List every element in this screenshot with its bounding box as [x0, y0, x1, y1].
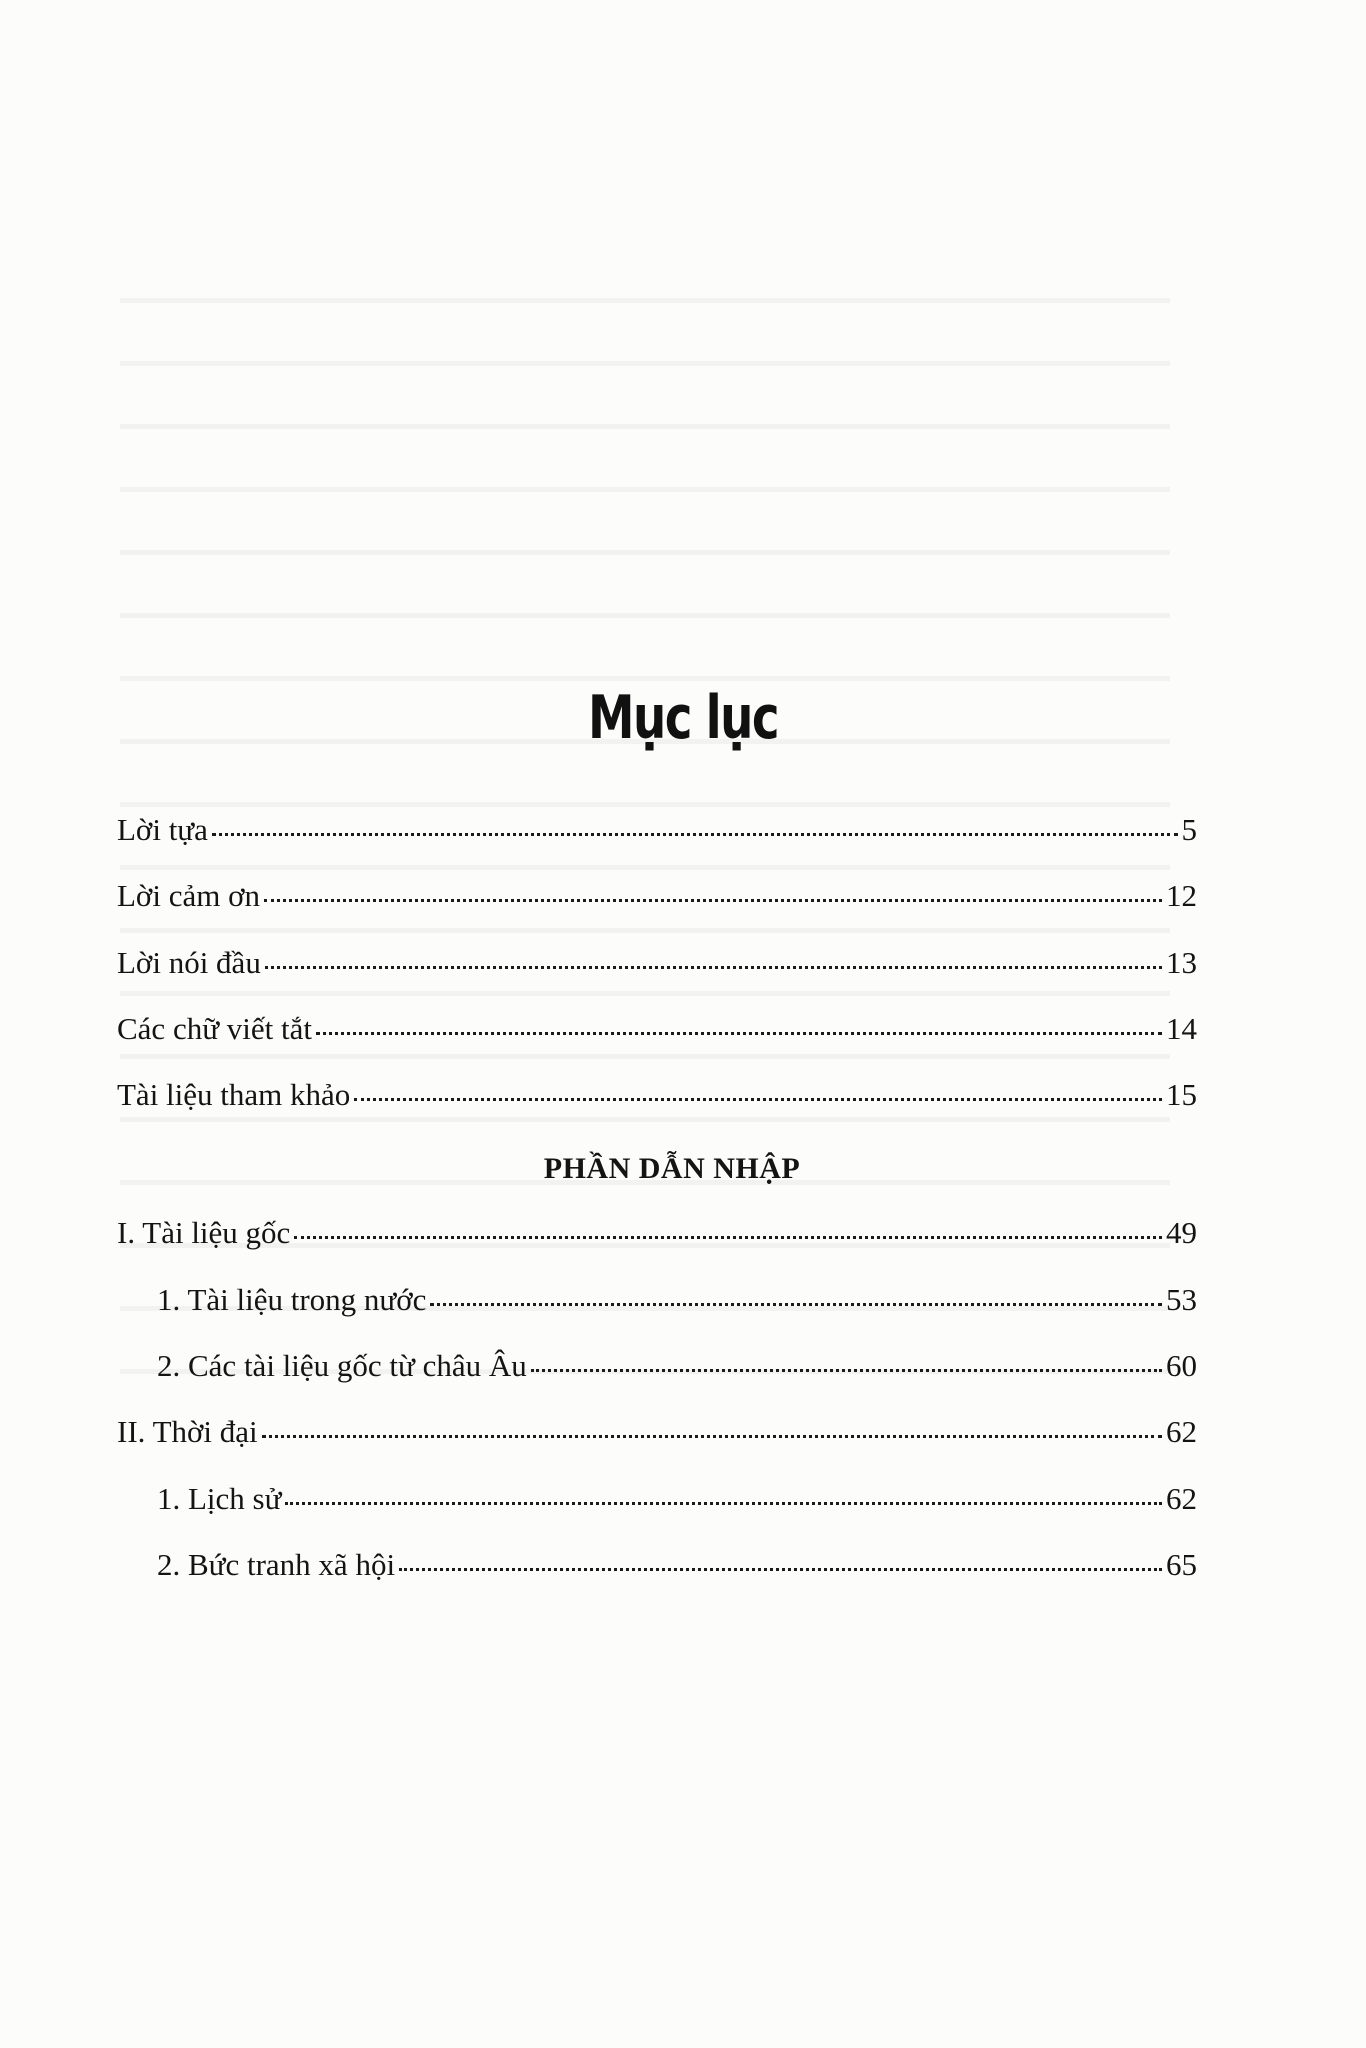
dot-leader — [265, 966, 1162, 969]
toc-entry-page: 14 — [1166, 1010, 1197, 1046]
dot-leader — [212, 833, 1178, 836]
toc-entry-page: 49 — [1166, 1215, 1197, 1251]
toc-entry — [117, 1065, 1197, 1131]
toc-entry-page: 12 — [1166, 878, 1197, 914]
toc-entry-label: 2. Các tài liệu gốc từ châu Âu — [157, 1348, 527, 1384]
toc-entry-label: I. Tài liệu gốc — [117, 1215, 291, 1251]
toc-subentry — [117, 1535, 1197, 1601]
toc-subentry — [117, 1270, 1197, 1336]
toc-entry-label: 2. Bức tranh xã hội — [157, 1546, 396, 1582]
toc-entry-label: Lời cảm ơn — [117, 878, 260, 914]
dot-leader — [285, 1502, 1162, 1505]
toc-subentry — [117, 1336, 1197, 1402]
toc-entry-page: 62 — [1166, 1414, 1197, 1450]
toc-entry — [117, 800, 1197, 866]
dot-leader — [399, 1568, 1162, 1571]
toc-entry-label: II. Thời đại — [117, 1414, 258, 1450]
dot-leader — [430, 1303, 1162, 1306]
toc-entry-page: 65 — [1166, 1546, 1197, 1582]
dot-leader — [354, 1098, 1162, 1101]
toc-entry — [117, 1402, 1197, 1468]
toc-entry — [117, 999, 1197, 1065]
dot-leader — [531, 1369, 1162, 1372]
dot-leader — [316, 1032, 1162, 1035]
toc-entry-label: Lời tựa — [117, 812, 208, 847]
toc-entry-page: 5 — [1181, 812, 1197, 847]
toc-entry-label: Lời nói đầu — [117, 944, 261, 980]
toc-entry-page: 13 — [1166, 944, 1197, 980]
toc-subentry — [117, 1469, 1197, 1535]
toc-entry-page: 53 — [1166, 1281, 1197, 1317]
toc-entry-page: 60 — [1166, 1348, 1197, 1384]
dot-leader — [262, 1435, 1162, 1438]
page-title: Mục lục — [587, 683, 779, 753]
toc-entry-label: Tài liệu tham khảo — [117, 1077, 351, 1113]
toc-entry-label: 1. Lịch sử — [157, 1480, 282, 1516]
toc-entry-page: 15 — [1166, 1077, 1197, 1113]
toc-entry-page: 62 — [1166, 1480, 1197, 1516]
toc-entry — [117, 933, 1197, 999]
table-of-contents — [117, 800, 1197, 1601]
toc-entry-label: 1. Tài liệu trong nước — [157, 1281, 427, 1317]
toc-entry-label: Các chữ viết tắt — [117, 1010, 312, 1046]
dot-leader — [294, 1236, 1162, 1239]
toc-entry — [117, 1203, 1197, 1269]
toc-entry — [117, 866, 1197, 932]
section-heading: PHẦN DẪN NHẬP — [543, 1152, 801, 1186]
dot-leader — [264, 899, 1162, 902]
